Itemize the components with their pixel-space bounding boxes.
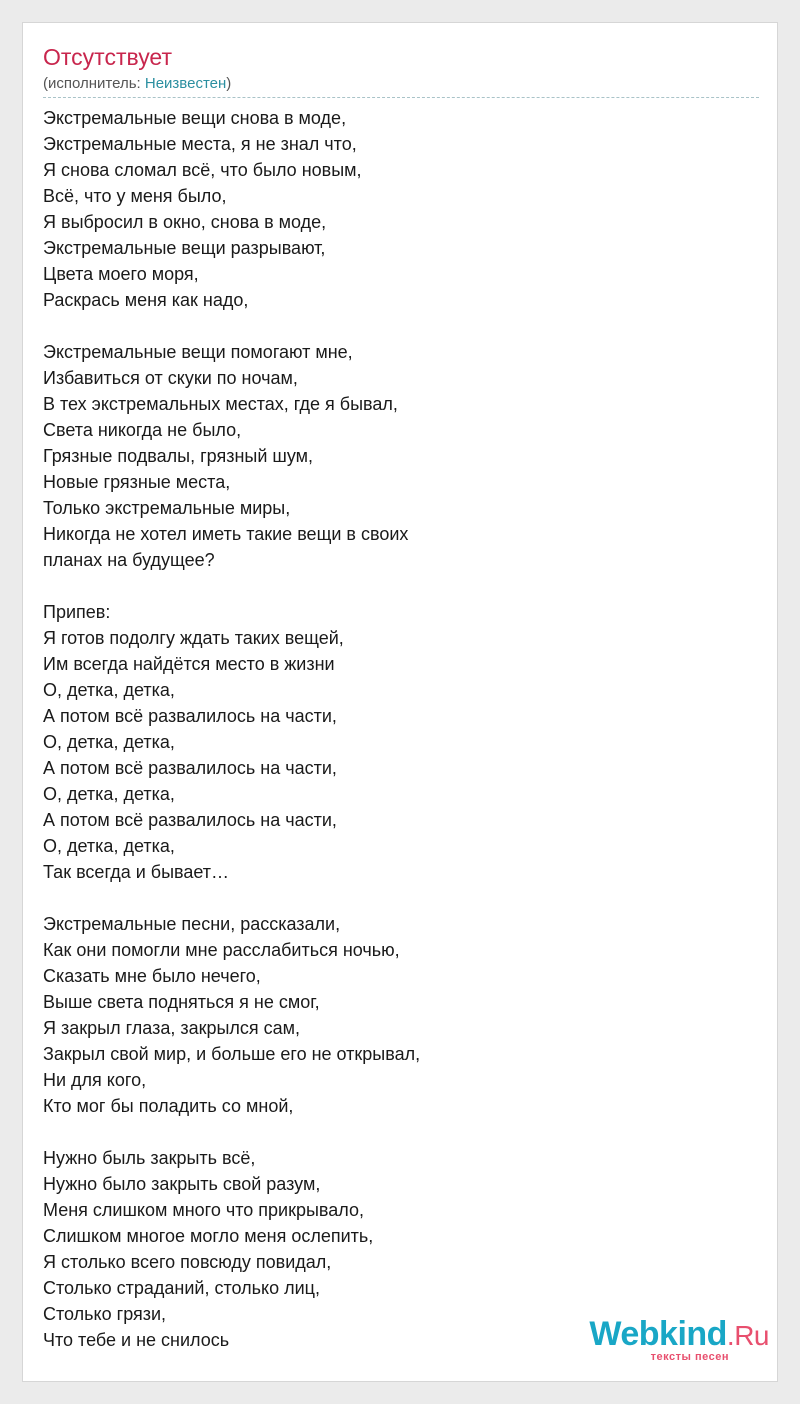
lyric-line: Нужно было закрыть свой разум,	[43, 1174, 321, 1194]
lyric-line: Меня слишком много что прикрывало,	[43, 1200, 365, 1220]
lyric-line: Экстремальные песни, рассказали,	[43, 914, 341, 934]
song-title: Отсутствует	[43, 44, 172, 70]
lyric-line: Я закрыл глаза, закрылся сам,	[43, 1018, 301, 1038]
lyric-line: О, детка, детка,	[43, 784, 175, 804]
artist-link[interactable]: Неизвестен	[144, 75, 227, 92]
lyric-line: планах на будущее?	[43, 550, 215, 570]
lyric-line: Кто мог бы поладить со мной,	[43, 1096, 294, 1116]
lyric-line: Света никогда не было,	[43, 420, 242, 440]
lyric-line: Ни для кого,	[43, 1070, 147, 1090]
lyric-line: Никогда не хотел иметь такие вещи в своих	[43, 524, 409, 544]
lyric-line: Я выбросил в окно, снова в моде,	[43, 212, 327, 232]
lyric-line: Экстремальные места, я не знал что,	[43, 134, 357, 154]
lyric-line: Нужно быль закрыть всё,	[43, 1148, 256, 1168]
webkind-logo[interactable]	[569, 1317, 769, 1367]
lyric-line: Выше света подняться я не смог,	[43, 992, 320, 1012]
stanza	[43, 339, 759, 573]
song-header	[43, 43, 759, 98]
lyric-line: Я столько всего повсюду повидал,	[43, 1252, 332, 1272]
lyric-line: Столько страданий, столько лиц,	[43, 1278, 320, 1298]
lyric-line: О, детка, детка,	[43, 680, 175, 700]
lyric-line: Как они помогли мне расслабиться ночью,	[43, 940, 400, 960]
lyrics-card	[22, 22, 778, 1382]
stanza	[43, 599, 759, 885]
lyric-line: Слишком многое могло меня ослепить,	[43, 1226, 374, 1246]
stanza	[43, 911, 759, 1119]
logo-wordmark	[569, 1317, 769, 1353]
stanza	[43, 105, 759, 313]
artist-line	[43, 74, 759, 94]
lyric-line: Что тебе и не снилось	[43, 1330, 230, 1350]
lyric-line: Столько грязи,	[43, 1304, 167, 1324]
lyric-line: О, детка, детка,	[43, 836, 175, 856]
lyric-line: Им всегда найдётся место в жизни	[43, 654, 335, 674]
lyric-line: Закрыл свой мир, и больше его не открывал,	[43, 1044, 421, 1064]
lyric-line: Всё, что у меня было,	[43, 186, 227, 206]
artist-prefix: (исполнитель:	[43, 75, 145, 92]
lyric-line: Так всегда и бывает…	[43, 862, 230, 882]
lyric-line: Припев:	[43, 602, 111, 622]
lyric-line: О, детка, детка,	[43, 732, 175, 752]
lyric-line: В тех экстремальных местах, где я бывал,	[43, 394, 398, 414]
lyric-line: Я готов подолгу ждать таких вещей,	[43, 628, 344, 648]
lyrics-text	[43, 105, 759, 1379]
lyric-line: А потом всё развалилось на части,	[43, 810, 337, 830]
lyric-line: Экстремальные вещи помогают мне,	[43, 342, 353, 362]
lyric-line: Я снова сломал всё, что было новым,	[43, 160, 362, 180]
lyric-line: А потом всё развалилось на части,	[43, 758, 337, 778]
lyric-line: Экстремальные вещи разрывают,	[43, 238, 326, 258]
lyric-line: Экстремальные вещи снова в моде,	[43, 108, 347, 128]
lyric-line: Новые грязные места,	[43, 472, 231, 492]
logo-tagline: тексты песен	[650, 1351, 729, 1363]
lyric-line: Раскрась меня как надо,	[43, 290, 249, 310]
lyric-line: Сказать мне было нечего,	[43, 966, 261, 986]
logo-suffix-text: .Ru	[726, 1320, 769, 1351]
lyric-line: А потом всё развалилось на части,	[43, 706, 337, 726]
lyric-line: Избавиться от скуки по ночам,	[43, 368, 298, 388]
artist-suffix: )	[226, 75, 232, 92]
logo-main-text: Webkind	[589, 1315, 727, 1353]
lyric-line: Только экстремальные миры,	[43, 498, 291, 518]
lyric-line: Цвета моего моря,	[43, 264, 199, 284]
lyric-line: Грязные подвалы, грязный шум,	[43, 446, 314, 466]
